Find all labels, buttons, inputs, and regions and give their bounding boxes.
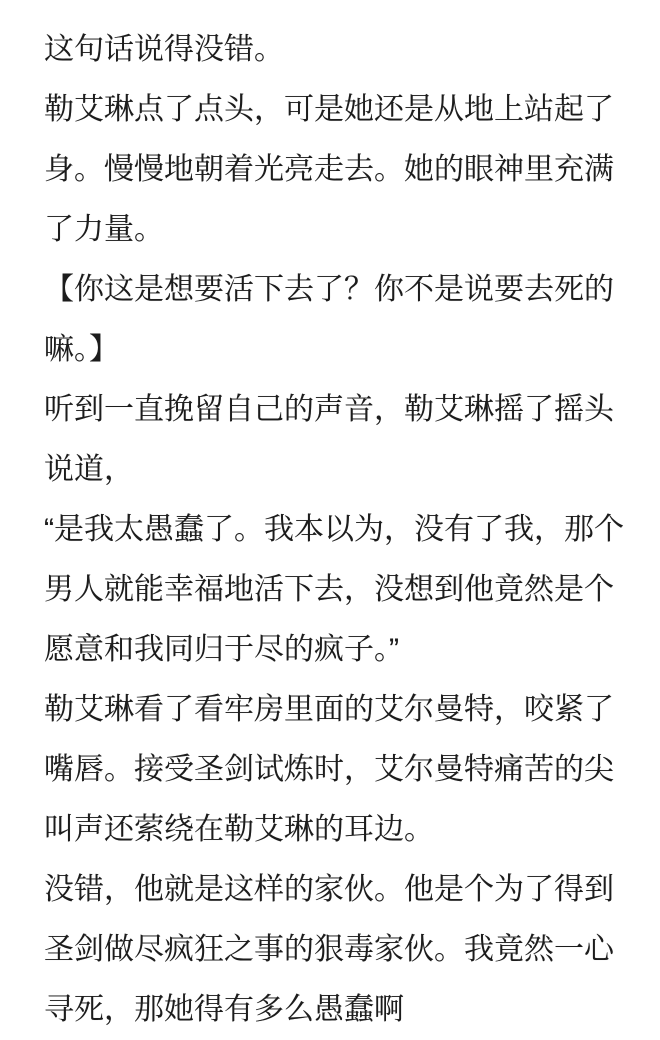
novel-paragraph-1: 这句话说得没错。 (44, 33, 284, 66)
novel-paragraph-4: 听到一直挽留自己的声音，勒艾琳摇了摇头说道， (44, 393, 614, 486)
novel-paragraph-7: 没错，他就是这样的家伙。他是个为了得到圣剑做尽疯狂之事的狠毒家伙。我竟然一心寻死，那她得有多么愚蠢啊 (44, 873, 614, 1026)
novel-paragraph-2: 勒艾琳点了点头，可是她还是从地上站起了身。慢慢地朝着光亮走去。她的眼神里充满了力量。 (44, 93, 614, 246)
novel-paragraph-5: “是我太愚蠢了。我本以为，没有了我，那个男人就能幸福地活下去，没想到他竟然是个愿意和我同归于尽的疯子。” (44, 513, 624, 666)
novel-paragraph-3: 【你这是想要活下去了？你不是说要去死的嘛。】 (44, 273, 614, 366)
novel-paragraph-6: 勒艾琳看了看牢房里面的艾尔曼特，咬紧了嘴唇。接受圣剑试炼时，艾尔曼特痛苦的尖叫声还萦绕在勒艾琳的耳边。 (44, 693, 614, 846)
